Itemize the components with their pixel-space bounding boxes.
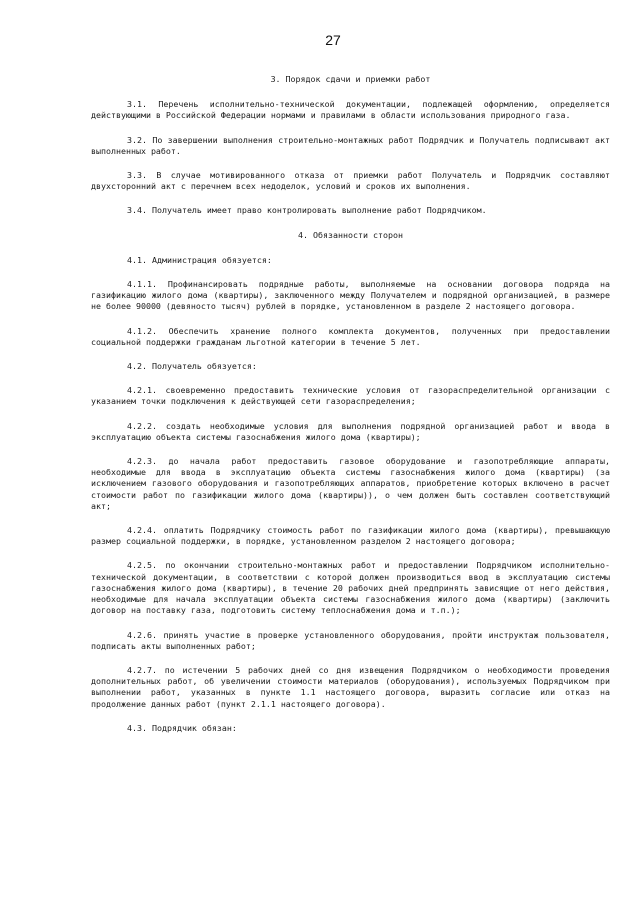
clause-4-1: 4.1. Администрация обязуется:: [127, 254, 272, 265]
clause-3-2: 3.2. По завершении выполнения строительно-монтажных работ Подрядчик и Получатель подписывают акт выполненных работ.: [91, 134, 610, 156]
clause-4-1-2: 4.1.2. Обеспечить хранение полного комплекта документов, полученных при предоставлении социальной поддержки гражданам льготной категории в течение 5 лет.: [91, 325, 610, 347]
clause-4-2-3: 4.2.3. до начала работ предоставить газовое оборудование и газопотребляющие аппараты, необходимые для ввода в эксплуатацию объекта системы газоснабжения жилого дома (квартиры) (за исключением газового оборудования и газопотребляющих аппаратов, приобретение которых включено в расчет стоимости работ по газификации жилого дома (квартиры)), о чем должен быть составлен соответствующий акт;: [91, 456, 610, 511]
clause-3-1: 3.1. Перечень исполнительно-технической документации, подлежащей оформлению, определяется действующими в Российской Федерации нормами и правилами в области использования природного газа.: [91, 99, 610, 121]
clause-4-2-7: 4.2.7. по истечении 5 рабочих дней со дня извещения Подрядчиком о необходимости проведения дополнительных работ, об увеличении стоимости материалов (оборудования), используемых Подрядчиком при выполнении работ, указанных в пункте 1.1 настоящего договора, выразить согласие или отказ на продолжение данных работ (пункт 2.1.1 настоящего договора).: [91, 664, 610, 709]
clause-4-2-1: 4.2.1. своевременно предоставить технические условия от газораспределительной организации с указанием точки подключения к действующей сети газораспределения;: [91, 385, 610, 407]
clause-4-2-4: 4.2.4. оплатить Подрядчику стоимость работ по газификации жилого дома (квартиры), превышающую размер социальной поддержки, в порядке, установленном разделом 2 настоящего договора;: [91, 525, 610, 547]
section-3-heading: 3. Порядок сдачи и приемки работ: [270, 74, 431, 84]
clause-4-2-2: 4.2.2. создать необходимые условия для выполнения подрядной организацией работ и ввода в эксплуатацию объекта системы газоснабжения жилого дома (квартиры);: [91, 420, 610, 442]
page-number: 27: [325, 32, 341, 48]
clause-4-1-1: 4.1.1. Профинансировать подрядные работы, выполняемые на основании договора подряда на газификацию жилого дома (квартиры), заключенного между Получателем и подрядной организацией, в размере не более 90000 (девяносто тысяч) рублей в порядке, установленном в разделе 2 настоящего договора.: [91, 279, 610, 312]
clause-4-2-5: 4.2.5. по окончании строительно-монтажных работ и предоставлении Подрядчиком исполнительно-технической документации, в соответствии с которой должен производиться ввод в эксплуатацию системы газоснабжения жилого дома (квартиры), в течение 20 рабочих дней предпринять зависящие от него действия, необходимые для начала эксплуатации объекта системы газоснабжения жилого дома (квартиры) (заключить договор на поставку газа, подготовить систему теплоснабжения дома и т.п.);: [91, 560, 610, 616]
clause-3-4: 3.4. Получатель имеет право контролировать выполнение работ Подрядчиком.: [127, 205, 487, 216]
clause-3-3: 3.3. В случае мотивированного отказа от приемки работ Получатель и Подрядчик составляют двухсторонний акт с перечнем всех недоделок, условий и сроков их выполнения.: [91, 170, 610, 192]
clause-4-3: 4.3. Подрядчик обязан:: [127, 722, 237, 733]
clause-4-2: 4.2. Получатель обязуется:: [127, 361, 257, 372]
clause-4-2-6: 4.2.6. принять участие в проверке установленного оборудования, пройти инструктаж пользователя, подписать акты выполненных работ;: [91, 629, 610, 651]
contract-text: [91, 74, 610, 734]
section-4-heading: 4. Обязанности сторон: [298, 229, 403, 240]
